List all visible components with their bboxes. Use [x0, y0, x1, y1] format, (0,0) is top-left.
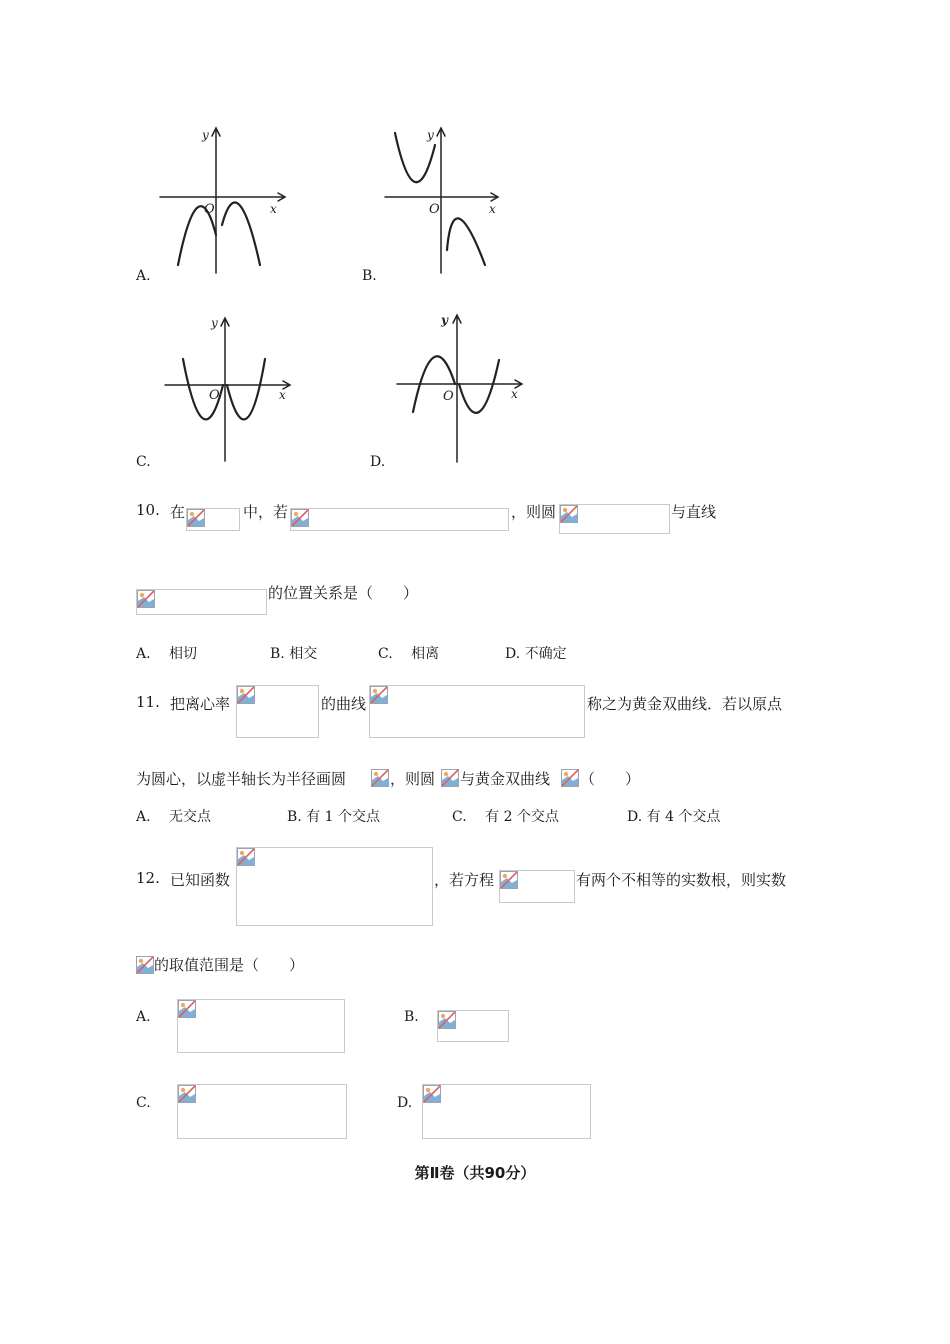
graph-a-label: A.: [136, 268, 151, 284]
q10-option-d: D. 不确定: [505, 646, 567, 662]
formula-image: [559, 504, 670, 534]
q11-option-a: A. 无交点: [136, 809, 212, 825]
q11-text-2: 的曲线: [321, 695, 367, 713]
graph-c-y-label: y: [211, 316, 218, 330]
graph-b-label: B.: [362, 268, 377, 284]
q10-option-a: A. 相切: [136, 646, 198, 662]
broken-image-icon: [500, 871, 518, 889]
graph-d-y-label: y: [441, 313, 448, 327]
broken-image-icon: [136, 956, 154, 974]
graph-d-origin: O: [443, 389, 454, 404]
q12-option-d-image: [422, 1084, 591, 1139]
q12-option-a-label: A.: [136, 1009, 151, 1025]
q11-option-d: D. 有 4 个交点: [627, 809, 721, 825]
broken-image-icon: [560, 505, 578, 523]
graph-a: [160, 125, 290, 275]
broken-image-icon: [561, 769, 579, 787]
q12-text-2: ，若方程: [434, 871, 495, 889]
graph-c-x-label: x: [279, 388, 286, 402]
broken-image-icon: [178, 1085, 196, 1103]
q10-number: 10.: [136, 501, 160, 519]
q10-option-b: B. 相交: [270, 646, 318, 662]
q12-option-c-label: C.: [136, 1095, 151, 1111]
graph-a-origin: O: [204, 202, 215, 217]
broken-image-icon: [237, 848, 255, 866]
graph-b-origin: O: [429, 202, 440, 217]
q11-option-b: B. 有 1 个交点: [287, 809, 380, 825]
q11-option-c: C. 有 2 个交点: [452, 809, 559, 825]
graph-d-x-label: x: [511, 387, 518, 401]
graph-a-y-label: y: [202, 128, 209, 142]
q12-option-c-image: [177, 1084, 347, 1139]
graph-b-y-label: y: [427, 128, 434, 142]
broken-image-icon: [371, 769, 389, 787]
formula-image: [236, 847, 433, 926]
broken-image-icon: [178, 1000, 196, 1018]
broken-image-icon: [187, 509, 205, 527]
q11-text-4: 为圆心，以虚半轴长为半径画圆: [136, 770, 347, 788]
q12-number: 12.: [136, 869, 160, 887]
broken-image-icon: [137, 590, 155, 608]
q11-number: 11.: [136, 693, 160, 711]
q11-text-5: ，则圆: [390, 770, 436, 788]
q12-option-b-label: B.: [404, 1009, 419, 1025]
q11-text-1: 把离心率: [170, 695, 231, 713]
q11-text-7: （ ）: [580, 770, 641, 788]
graph-b: [385, 125, 505, 275]
q10-option-c: C. 相离: [378, 646, 440, 662]
graph-b-x-label: x: [489, 202, 496, 216]
graph-c: [165, 315, 295, 463]
q12-option-d-label: D.: [397, 1095, 413, 1111]
graph-d: [397, 312, 527, 464]
q12-text-3: 有两个不相等的实数根，则实数: [576, 871, 787, 889]
q10-text-1: 在: [170, 503, 186, 521]
graph-c-origin: O: [209, 388, 220, 403]
q12-text-1: 已知函数: [170, 871, 231, 889]
section-title: 第Ⅱ卷（共90分）: [414, 1164, 536, 1182]
formula-image: [136, 589, 267, 615]
broken-image-icon: [423, 1085, 441, 1103]
q11-text-6: 与黄金双曲线: [460, 770, 551, 788]
q12-option-a-image: [177, 999, 345, 1053]
formula-image: [236, 685, 319, 738]
broken-image-icon: [441, 769, 459, 787]
q12-option-b-image: [437, 1010, 509, 1042]
graph-a-x-label: x: [270, 202, 277, 216]
formula-image: [369, 685, 585, 738]
broken-image-icon: [370, 686, 388, 704]
formula-image: [186, 508, 240, 531]
q10-text-3: ，则圆: [511, 503, 557, 521]
formula-image: [290, 508, 509, 531]
q10-text-2: 中，若: [243, 503, 289, 521]
graph-c-label: C.: [136, 454, 151, 470]
q10-text-4: 与直线: [671, 503, 717, 521]
broken-image-icon: [237, 686, 255, 704]
graph-d-label: D.: [370, 454, 386, 470]
formula-image: [499, 870, 575, 903]
broken-image-icon: [438, 1011, 456, 1029]
q12-text-4: 的取值范围是（ ）: [154, 956, 305, 974]
broken-image-icon: [291, 509, 309, 527]
q10-text-5: 的位置关系是（ ）: [268, 584, 419, 602]
q11-text-3: 称之为黄金双曲线．若以原点: [587, 695, 783, 713]
